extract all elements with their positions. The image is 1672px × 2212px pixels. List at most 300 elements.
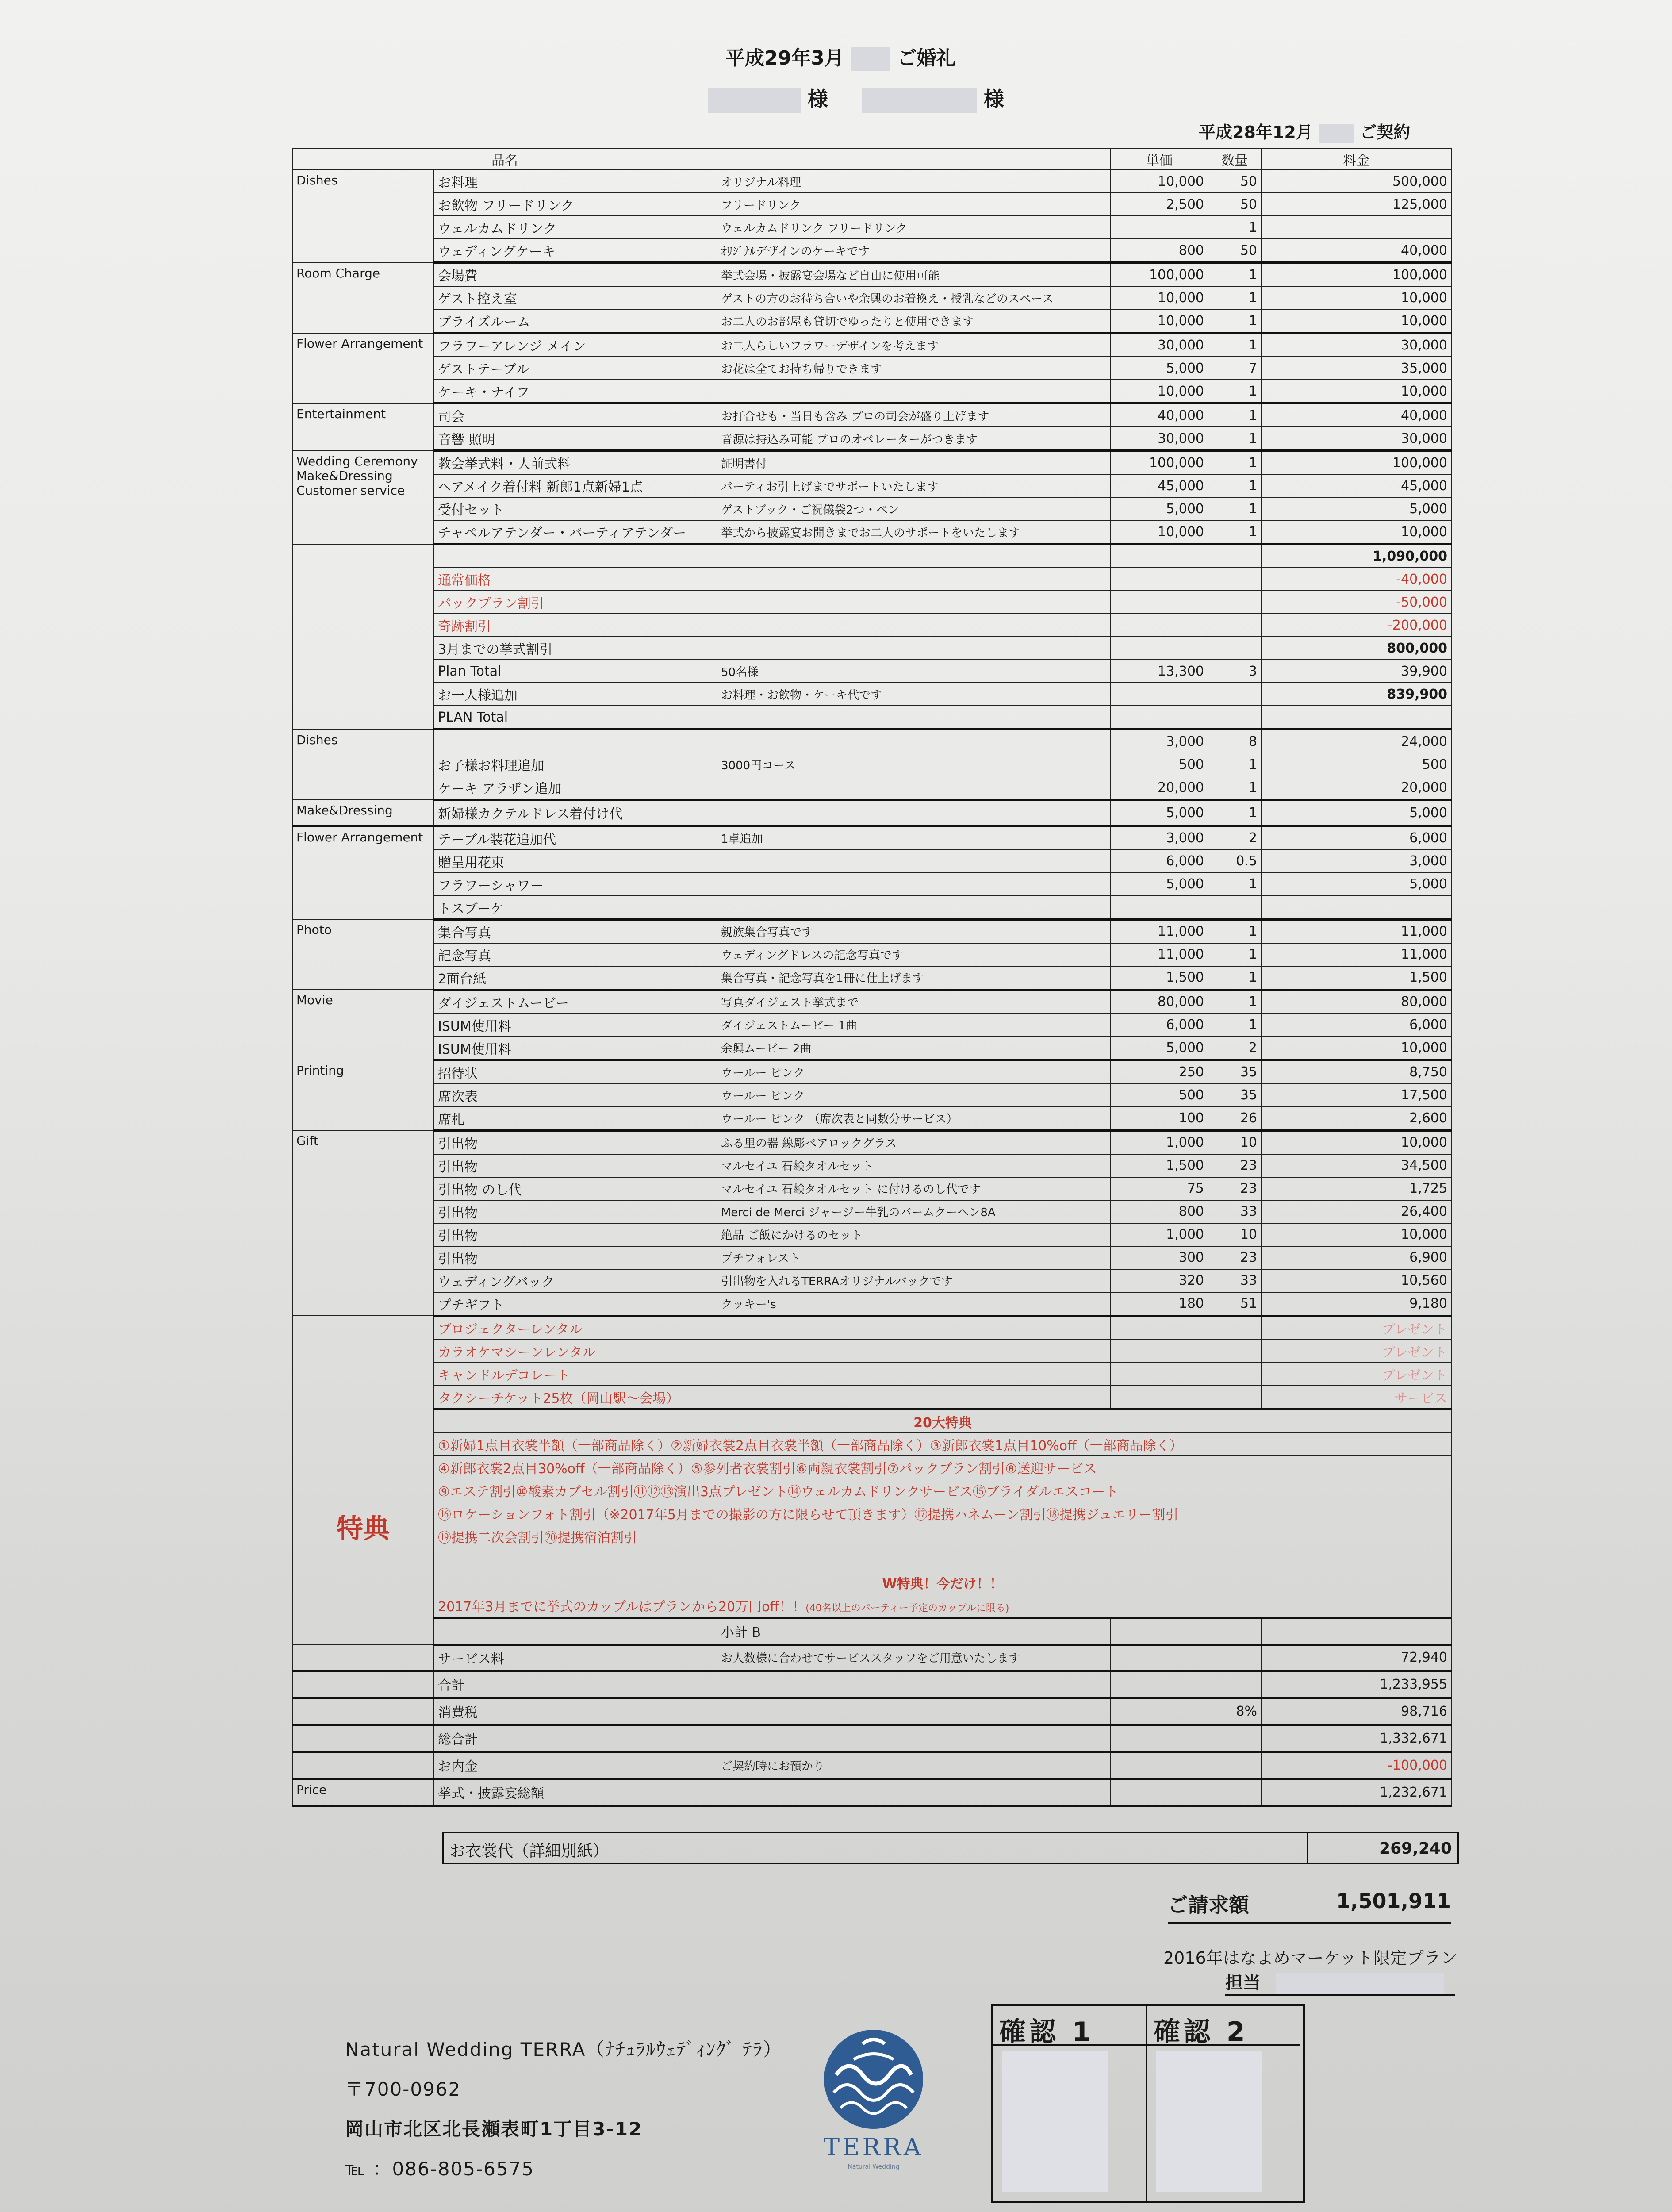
- item-description: Merci de Merci ジャージー牛乳のバームクーヘン8A: [717, 1200, 1111, 1223]
- amount: 6,000: [1261, 1014, 1451, 1037]
- quantity: [1208, 1779, 1261, 1806]
- quantity: [1208, 591, 1261, 614]
- category-label: [434, 1617, 717, 1644]
- plan-description: お料理・お飲物・ケーキ代です: [717, 683, 1111, 706]
- plan-amount: 39,900: [1261, 660, 1451, 683]
- w-tokuten-text: 2017年3月までに挙式のカップルはプランから20万円off！！: [438, 1599, 806, 1615]
- present-item: タクシーチケット25枚（岡山駅～会場）: [434, 1386, 717, 1409]
- table-row: [292, 591, 1451, 614]
- table-row: [292, 919, 1451, 943]
- unit-price: 10,000: [1111, 520, 1208, 544]
- total-amount: -100,000: [1261, 1752, 1451, 1779]
- table-row: [292, 520, 1451, 544]
- unit-price: [1111, 1779, 1208, 1806]
- present-amount: プレゼント: [1261, 1316, 1451, 1340]
- tokuten-line: ⑯ロケーションフォト割引（※2017年5月までの撮影の方に限らせて頂きます）⑰提携ハネムーン割引⑱提携ジュエリー割引: [434, 1502, 1451, 1525]
- table-row: [292, 1779, 1451, 1806]
- table-row: [292, 1200, 1451, 1223]
- company-name: Natural Wedding TERRA（ﾅﾁｭﾗﾙｳｪﾃﾞｨﾝｸﾞ ﾃﾗ）: [345, 2039, 782, 2060]
- unit-price: [1111, 637, 1208, 660]
- plan-item: Plan Total: [434, 660, 717, 683]
- table-row: [292, 216, 1451, 239]
- amount: 5,000: [1261, 873, 1451, 896]
- present-description: [717, 1316, 1111, 1340]
- category-label: Movie: [292, 990, 434, 1060]
- present-description: [717, 1340, 1111, 1363]
- unit-price: 1,500: [1111, 966, 1208, 990]
- w-tokuten-note: (40名以上のパーティー予定のカップルに限る): [805, 1602, 1009, 1614]
- item-description: 絶品 ご飯にかけるのセット: [717, 1223, 1111, 1246]
- item-name: 新婦様カクテルドレス着付け代: [434, 800, 717, 826]
- quantity: 7: [1208, 357, 1261, 380]
- quantity: [1208, 706, 1261, 730]
- quantity: [1208, 1671, 1261, 1698]
- amount: [1261, 896, 1451, 920]
- table-row: [292, 660, 1451, 683]
- item-description: ダイジェストムービー 1曲: [717, 1014, 1111, 1037]
- quantity: 1: [1208, 216, 1261, 239]
- item-name: ケーキ・ナイフ: [434, 380, 717, 403]
- unit-price: 40,000: [1111, 403, 1208, 427]
- unit-price: 10,000: [1111, 170, 1208, 193]
- table-row: [292, 1671, 1451, 1698]
- category-label: Entertainment: [292, 403, 434, 451]
- plan-item: [434, 544, 717, 568]
- quantity: 10: [1208, 1223, 1261, 1246]
- item-name: 引出物: [434, 1200, 717, 1223]
- billing-amount: ご請求額 1,501,911: [1168, 1889, 1451, 1924]
- item-description: お打合せも・当日も含み プロの司会が盛り上げます: [717, 403, 1111, 427]
- unit-price: 11,000: [1111, 943, 1208, 966]
- item-name: 教会挙式料・人前式料: [434, 451, 717, 475]
- table-row: [292, 1340, 1451, 1363]
- plan-amount: -200,000: [1261, 614, 1451, 637]
- unit-price: 5,000: [1111, 873, 1208, 896]
- unit-price: 3,000: [1111, 826, 1208, 850]
- table-row: [292, 1571, 1451, 1594]
- quantity: 1: [1208, 966, 1261, 990]
- item-description: オリジナル料理: [717, 170, 1111, 193]
- item-description: ウールー ピンク: [717, 1060, 1111, 1084]
- tokuten-line: ④新郎衣裳2点目30%off（一部商品除く）⑤参列者衣裳割引⑥両親衣裳割引⑦パックプラン割引⑧送迎サービス: [434, 1456, 1451, 1479]
- amount: 11,000: [1261, 943, 1451, 966]
- plan-item: 3月までの挙式割引: [434, 637, 717, 660]
- present-amount: プレゼント: [1261, 1340, 1451, 1363]
- quantity: [1208, 637, 1261, 660]
- svg-text:TERRA: TERRA: [824, 2133, 924, 2161]
- table-row: [292, 1107, 1451, 1131]
- confirm-box-1: 確認 1: [993, 2006, 1147, 2201]
- plan-description: [717, 568, 1111, 591]
- item-name: トスブーケ: [434, 896, 717, 920]
- table-row: [292, 637, 1451, 660]
- unit-price: [1208, 1617, 1261, 1644]
- amount: 20,000: [1261, 776, 1451, 800]
- amount: 3,000: [1261, 850, 1451, 873]
- item-description: 写真ダイジェスト挙式まで: [717, 990, 1111, 1014]
- table-row: [292, 1479, 1451, 1502]
- unit-price: 800: [1111, 239, 1208, 263]
- redacted-date: [851, 47, 890, 71]
- table-row: [292, 1037, 1451, 1060]
- category-label: Wedding Ceremony Make&Dressing Customer service: [292, 451, 434, 544]
- unit-price: [1111, 1698, 1208, 1725]
- redacted-stamp: [1156, 2051, 1262, 2192]
- plan-item: 奇跡割引: [434, 614, 717, 637]
- total-description: [717, 1779, 1111, 1806]
- table-row: [292, 896, 1451, 920]
- amount: 17,500: [1261, 1084, 1451, 1107]
- col-item: 品名: [292, 149, 717, 170]
- plan-amount: 839,900: [1261, 683, 1451, 706]
- total-label: 消費税: [434, 1698, 717, 1725]
- table-row: [292, 1060, 1451, 1084]
- quantity: 50: [1208, 193, 1261, 216]
- present-amount: プレゼント: [1261, 1363, 1451, 1386]
- unit-price: 1,500: [1111, 1154, 1208, 1177]
- category-label: Printing: [292, 1060, 434, 1130]
- item-name: お料理: [434, 170, 717, 193]
- amount: [1261, 216, 1451, 239]
- table-row: [292, 1456, 1451, 1479]
- category-label: Gift: [292, 1130, 434, 1316]
- item-name: 集合写真: [434, 919, 717, 943]
- table-row: [292, 309, 1451, 333]
- item-description: ウールー ピンク （席次表と同数分サービス）: [717, 1107, 1111, 1131]
- tokuten-line: ⑨エステ割引⑩酸素カプセル割引⑪⑫⑬演出3点プレゼント⑭ウェルカムドリンクサービス⑮ブライダルエスコート: [434, 1479, 1451, 1502]
- item-name: 2面台紙: [434, 966, 717, 990]
- total-amount: 98,716: [1261, 1698, 1451, 1725]
- item-name: ウェディングバック: [434, 1269, 717, 1292]
- amount: 8,750: [1261, 1060, 1451, 1084]
- costume-fee: お衣裳代（詳細別紙） 269,240: [442, 1832, 1459, 1864]
- amount: 10,000: [1261, 1223, 1451, 1246]
- unit-price: 300: [1111, 1246, 1208, 1269]
- category-label: [292, 544, 434, 730]
- total-description: お人数様に合わせてサービススタッフをご用意いたします: [717, 1644, 1111, 1671]
- item-description: [717, 380, 1111, 403]
- quantity: 1: [1208, 943, 1261, 966]
- item-description: 3000円コース: [717, 753, 1111, 776]
- terra-logo: [809, 2026, 938, 2177]
- company-address: 岡山市北区北長瀬表町1丁目3-12: [345, 2118, 643, 2140]
- item-description: ゲストブック・ご祝儀袋2つ・ペン: [717, 497, 1111, 520]
- unit-price: [1111, 568, 1208, 591]
- redacted-date: [1319, 124, 1354, 143]
- total-description: ご契約時にお預かり: [717, 1752, 1111, 1779]
- quantity: 23: [1208, 1154, 1261, 1177]
- item-description: 余興ムービー 2曲: [717, 1037, 1111, 1060]
- unit-price: 500: [1111, 753, 1208, 776]
- amount: 30,000: [1261, 333, 1451, 357]
- table-row: [292, 357, 1451, 380]
- unit-price: 100: [1111, 1107, 1208, 1131]
- quantity: 1: [1208, 873, 1261, 896]
- table-header: [292, 149, 1451, 170]
- unit-price: [1111, 614, 1208, 637]
- table-row: [292, 474, 1451, 497]
- item-name: ダイジェストムービー: [434, 990, 717, 1014]
- category-label: Make&Dressing: [292, 800, 434, 826]
- table-row: [292, 1292, 1451, 1316]
- amount: 125,000: [1261, 193, 1451, 216]
- quantity: [1208, 568, 1261, 591]
- quantity: 2: [1208, 1037, 1261, 1060]
- quantity: 10: [1208, 1130, 1261, 1154]
- table-row: [292, 170, 1451, 193]
- item-description: ウェディングドレスの記念写真です: [717, 943, 1111, 966]
- table-row: [292, 614, 1451, 637]
- item-name: ウェルカムドリンク: [434, 216, 717, 239]
- table-row: [292, 1014, 1451, 1037]
- spacer: [434, 1548, 1451, 1571]
- unit-price: [1111, 1340, 1208, 1363]
- unit-price: 250: [1111, 1060, 1208, 1084]
- table-row: [292, 1084, 1451, 1107]
- table-row: [292, 497, 1451, 520]
- item-name: 引出物 のし代: [434, 1177, 717, 1200]
- item-name: お飲物 フリードリンク: [434, 193, 717, 216]
- unit-price: 75: [1111, 1177, 1208, 1200]
- contract-date: 平成28年12月 ご契約: [1199, 119, 1410, 143]
- quantity: [1208, 1386, 1261, 1409]
- company-tel: ℡ ：086-805-6575: [345, 2158, 534, 2180]
- total-amount: 1,332,671: [1261, 1725, 1451, 1752]
- confirmation-boxes: [991, 2004, 1305, 2203]
- item-description: [717, 850, 1111, 873]
- item-name: [434, 730, 717, 753]
- col-unit: 単価: [1111, 149, 1208, 170]
- quantity: 1: [1208, 286, 1261, 309]
- total-description: [717, 1725, 1111, 1752]
- item-name: ウェディングケーキ: [434, 239, 717, 263]
- item-name: フラワーシャワー: [434, 873, 717, 896]
- amount: 35,000: [1261, 357, 1451, 380]
- estimate-sheet: [292, 148, 1451, 1829]
- unit-price: [1111, 1644, 1208, 1671]
- quantity: 33: [1208, 1269, 1261, 1292]
- quantity: 35: [1208, 1084, 1261, 1107]
- unit-price: [1111, 896, 1208, 920]
- table-row: [292, 544, 1451, 568]
- plan-description: 50名様: [717, 660, 1111, 683]
- total-amount: 1,233,955: [1261, 1671, 1451, 1698]
- item-description: お花は全てお持ち帰りできます: [717, 357, 1111, 380]
- present-description: [717, 1363, 1111, 1386]
- quantity: 8: [1208, 730, 1261, 753]
- item-description: お二人のお部屋も貸切でゆったりと使用できます: [717, 309, 1111, 333]
- quantity: 1: [1208, 451, 1261, 475]
- table-row: [292, 990, 1451, 1014]
- table-row: [292, 1502, 1451, 1525]
- total-amount: 72,940: [1261, 1644, 1451, 1671]
- quantity: 23: [1208, 1246, 1261, 1269]
- table-row: [292, 1269, 1451, 1292]
- unit-price: [1111, 591, 1208, 614]
- unit-price: 5,000: [1111, 800, 1208, 826]
- total-label: 総合計: [434, 1725, 717, 1752]
- unit-price: 1,000: [1111, 1130, 1208, 1154]
- col-amount: 料金: [1261, 149, 1451, 170]
- quantity: [1208, 1725, 1261, 1752]
- quantity: [1208, 1316, 1261, 1340]
- unit-price: [1111, 1671, 1208, 1698]
- table-row: [292, 380, 1451, 403]
- quantity: 26: [1208, 1107, 1261, 1131]
- table-row: [292, 966, 1451, 990]
- amount: 10,000: [1261, 1037, 1451, 1060]
- tokuten-label: 特典: [292, 1409, 434, 1644]
- unit-price: [1111, 1725, 1208, 1752]
- table-row: [292, 1617, 1451, 1644]
- table-row: [292, 1223, 1451, 1246]
- plan-description: [717, 614, 1111, 637]
- quantity: 1: [1208, 309, 1261, 333]
- total-label: 小計 B: [717, 1617, 1111, 1644]
- table-row: [292, 753, 1451, 776]
- item-description: 音源は持込み可能 プロのオペレーターがつきます: [717, 427, 1111, 451]
- item-name: ケーキ アラザン追加: [434, 776, 717, 800]
- category-label: Flower Arrangement: [292, 826, 434, 919]
- quantity: 50: [1208, 239, 1261, 263]
- quantity: [1261, 1617, 1451, 1644]
- amount: 100,000: [1261, 263, 1451, 287]
- table-row: [292, 403, 1451, 427]
- item-name: 贈呈用花束: [434, 850, 717, 873]
- table-row: [292, 1594, 1451, 1618]
- plan-item: 通常価格: [434, 568, 717, 591]
- plan-item: PLAN Total: [434, 706, 717, 730]
- quantity: 1: [1208, 333, 1261, 357]
- unit-price: [1111, 683, 1208, 706]
- item-description: 引出物を入れるTERRAオリジナルバックです: [717, 1269, 1111, 1292]
- quantity: 1: [1208, 753, 1261, 776]
- quantity: 1: [1208, 263, 1261, 287]
- unit-price: 180: [1111, 1292, 1208, 1316]
- unit-price: 6,000: [1111, 1014, 1208, 1037]
- amount: 45,000: [1261, 474, 1451, 497]
- unit-price: 800: [1111, 1200, 1208, 1223]
- table-row: [292, 333, 1451, 357]
- quantity: 8%: [1208, 1698, 1261, 1725]
- item-name: チャペルアテンダー・パーティアテンダー: [434, 520, 717, 544]
- item-name: ヘアメイク着付料 新郎1点新婦1点: [434, 474, 717, 497]
- item-name: 記念写真: [434, 943, 717, 966]
- item-description: パーティお引上げまでサポートいたします: [717, 474, 1111, 497]
- amount: 1,500: [1261, 966, 1451, 990]
- category-label: Dishes: [292, 730, 434, 800]
- unit-price: 10,000: [1111, 286, 1208, 309]
- present-amount: サービス: [1261, 1386, 1451, 1409]
- item-name: 席次表: [434, 1084, 717, 1107]
- staff-in-charge: 担当: [1225, 1969, 1455, 1996]
- quantity: 1: [1208, 380, 1261, 403]
- present-item: カラオケマシーンレンタル: [434, 1340, 717, 1363]
- total-label: サービス料: [434, 1644, 717, 1671]
- category-label: [292, 1644, 434, 1671]
- amount: 40,000: [1261, 239, 1451, 263]
- amount: 10,000: [1261, 520, 1451, 544]
- present-description: [717, 1386, 1111, 1409]
- item-description: ふる里の器 線彫ペアロックグラス: [717, 1130, 1111, 1154]
- amount: 1,725: [1261, 1177, 1451, 1200]
- table-row: [292, 1316, 1451, 1340]
- item-description: 証明書付: [717, 451, 1111, 475]
- table-row: [292, 1177, 1451, 1200]
- tokuten-line: ①新婦1点目衣裳半額（一部商品除く）②新婦衣裳2点目衣裳半額（一部商品除く）③新郎衣裳1点目10%off（一部商品除く）: [434, 1433, 1451, 1456]
- unit-price: 80,000: [1111, 990, 1208, 1014]
- unit-price: 2,500: [1111, 193, 1208, 216]
- item-description: [717, 730, 1111, 753]
- item-description: [717, 896, 1111, 920]
- item-description: ゲストの方のお待ち合いや余興のお着換え・授乳などのスペース: [717, 286, 1111, 309]
- amount: 500: [1261, 753, 1451, 776]
- table-row: [292, 1433, 1451, 1456]
- item-name: 席札: [434, 1107, 717, 1131]
- plan-name: 2016年はなよめマーケット限定プラン: [1163, 1948, 1457, 1968]
- tokuten-heading: 20大特典: [434, 1409, 1451, 1433]
- item-description: ウールー ピンク: [717, 1084, 1111, 1107]
- total-description: [717, 1698, 1111, 1725]
- item-name: お子様お料理追加: [434, 753, 717, 776]
- col-qty: 数量: [1208, 149, 1261, 170]
- item-name: ISUM使用料: [434, 1014, 717, 1037]
- amount: 10,560: [1261, 1269, 1451, 1292]
- item-description: [717, 800, 1111, 826]
- table-row: [292, 193, 1451, 216]
- quantity: 1: [1208, 403, 1261, 427]
- estimate-table: [292, 148, 1452, 1807]
- amount: 5,000: [1261, 800, 1451, 826]
- amount: 24,000: [1261, 730, 1451, 753]
- plan-amount: [1261, 706, 1451, 730]
- unit-price: 10,000: [1111, 309, 1208, 333]
- item-name: 会場費: [434, 263, 717, 287]
- table-row: [292, 873, 1451, 896]
- table-row: [292, 683, 1451, 706]
- quantity: 1: [1208, 427, 1261, 451]
- amount: 26,400: [1261, 1200, 1451, 1223]
- amount: 500,000: [1261, 170, 1451, 193]
- unit-price: [1111, 706, 1208, 730]
- category-label: [292, 1671, 434, 1698]
- table-row: [292, 1644, 1451, 1671]
- table-row: [292, 568, 1451, 591]
- quantity: 1: [1208, 776, 1261, 800]
- redacted-staff: [1276, 1973, 1444, 1994]
- item-name: ブライズルーム: [434, 309, 717, 333]
- item-name: テーブル装花追加代: [434, 826, 717, 850]
- plan-item: お一人様追加: [434, 683, 717, 706]
- redacted-name: [708, 88, 801, 113]
- item-name: 引出物: [434, 1246, 717, 1269]
- category-label: Photo: [292, 919, 434, 990]
- plan-description: [717, 544, 1111, 568]
- amount: 6,900: [1261, 1246, 1451, 1269]
- total-label: お内金: [434, 1752, 717, 1779]
- plan-amount: 1,090,000: [1261, 544, 1451, 568]
- quantity: [1208, 614, 1261, 637]
- table-row: [292, 826, 1451, 850]
- item-name: 司会: [434, 403, 717, 427]
- category-label: [292, 1698, 434, 1725]
- table-row: [292, 800, 1451, 826]
- unit-price: 500: [1111, 1084, 1208, 1107]
- unit-price: [1111, 1363, 1208, 1386]
- plan-amount: -40,000: [1261, 568, 1451, 591]
- quantity: 3: [1208, 660, 1261, 683]
- item-name: 引出物: [434, 1223, 717, 1246]
